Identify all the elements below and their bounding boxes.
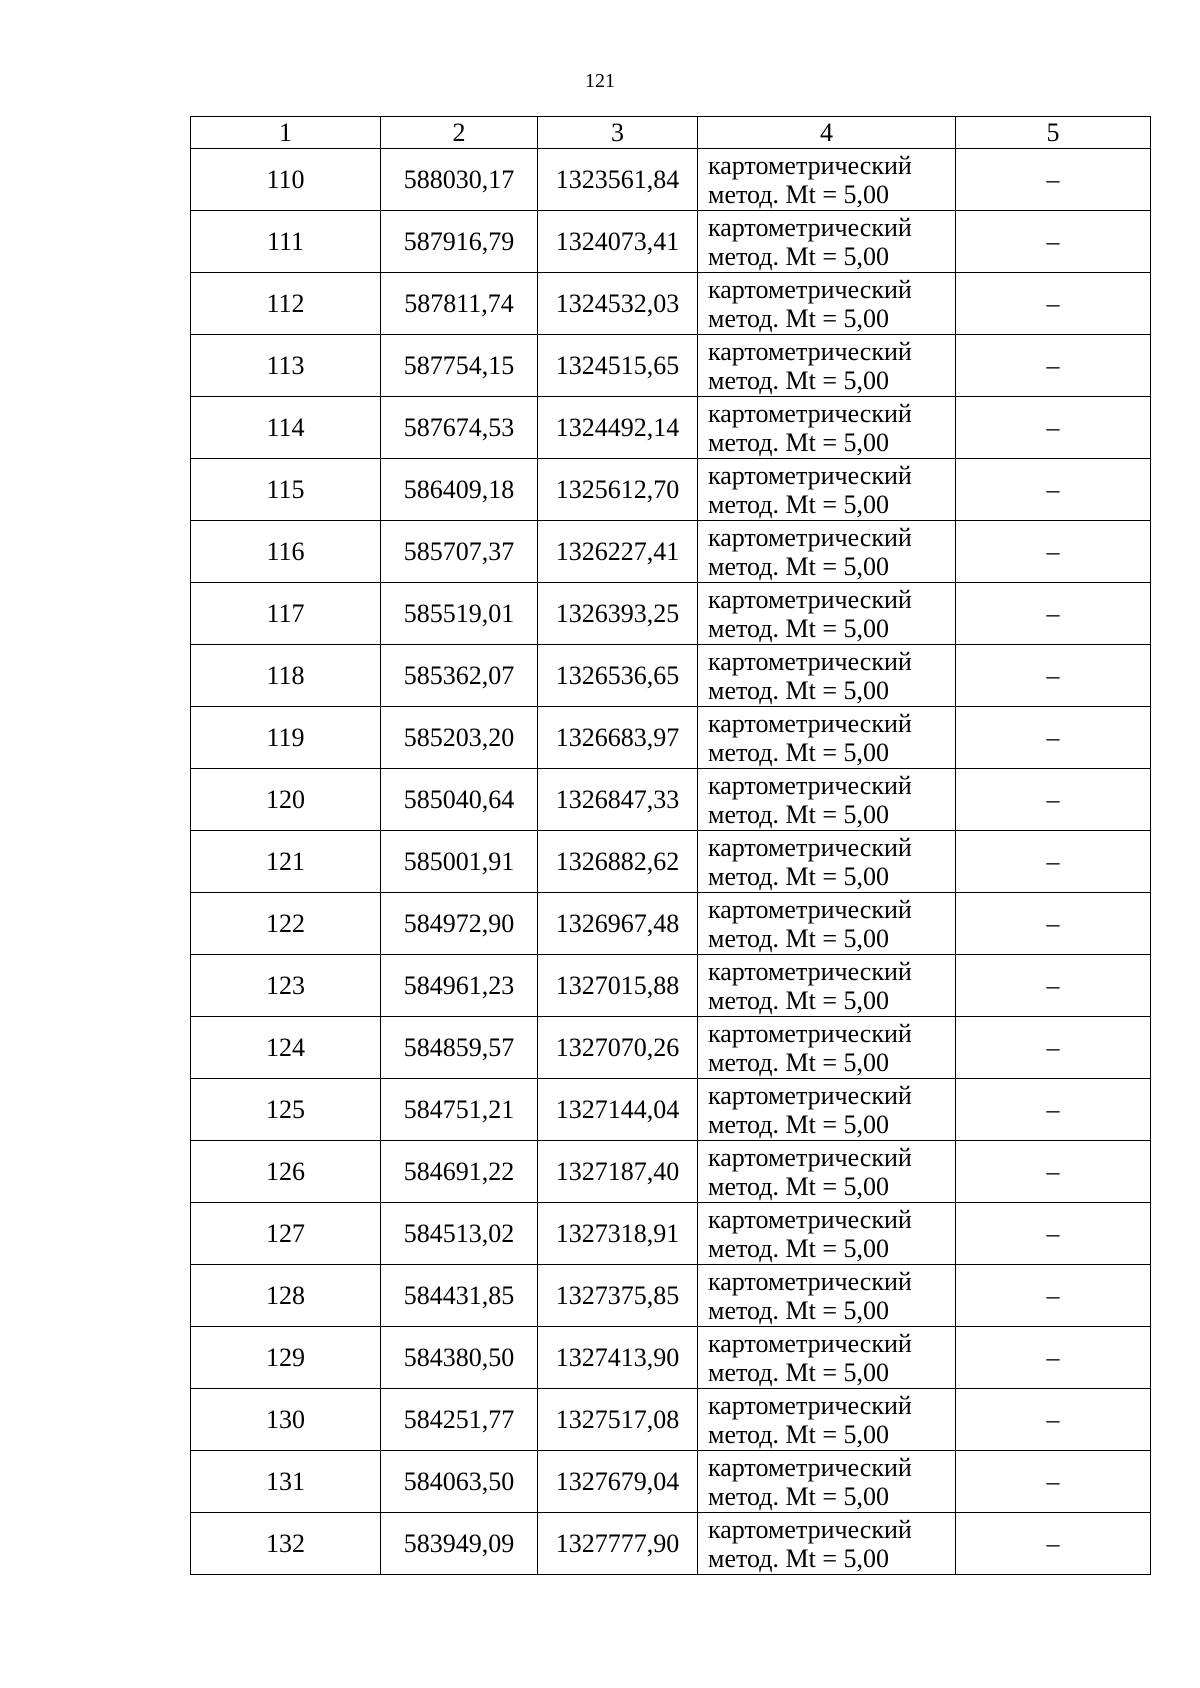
method-cell [698, 1327, 956, 1389]
note-cell: – [956, 893, 1151, 955]
table-row [191, 149, 1151, 211]
y-coordinate-cell: 1324492,14 [538, 397, 698, 459]
y-coordinate-cell: 1324515,65 [538, 335, 698, 397]
point-number-cell: 116 [191, 521, 381, 583]
point-number-cell: 111 [191, 211, 381, 273]
note-cell: – [956, 1141, 1151, 1203]
method-accuracy: метод. Mt = 5,00 [708, 1047, 889, 1077]
method-accuracy: метод. Mt = 5,00 [708, 799, 889, 829]
point-number-cell: 131 [191, 1451, 381, 1513]
note-cell: – [956, 1389, 1151, 1451]
method-name: картометрический [708, 1080, 912, 1110]
point-number-cell: 113 [191, 335, 381, 397]
point-number-cell: 130 [191, 1389, 381, 1451]
table-header [191, 117, 1151, 149]
x-coordinate-cell: 585707,37 [381, 521, 538, 583]
point-number-cell: 115 [191, 459, 381, 521]
table-row [191, 769, 1151, 831]
method-cell [698, 955, 956, 1017]
method-cell [698, 1017, 956, 1079]
note-cell: – [956, 955, 1151, 1017]
point-number-cell: 110 [191, 149, 381, 211]
x-coordinate-cell: 584513,02 [381, 1203, 538, 1265]
method-accuracy: метод. Mt = 5,00 [708, 1295, 889, 1325]
method-cell [698, 149, 956, 211]
y-coordinate-cell: 1323561,84 [538, 149, 698, 211]
table-row [191, 211, 1151, 273]
method-cell [698, 397, 956, 459]
note-cell: – [956, 645, 1151, 707]
method-name: картометрический [708, 1514, 912, 1544]
table-row [191, 1017, 1151, 1079]
y-coordinate-cell: 1327777,90 [538, 1513, 698, 1575]
header-cell-5: 5 [956, 117, 1151, 149]
table-row [191, 1327, 1151, 1389]
note-cell: – [956, 1265, 1151, 1327]
table-row [191, 831, 1151, 893]
point-number-cell: 128 [191, 1265, 381, 1327]
coordinates-table [190, 116, 1151, 1575]
table-row [191, 1389, 1151, 1451]
method-accuracy: метод. Mt = 5,00 [708, 365, 889, 395]
method-name: картометрический [708, 708, 912, 738]
y-coordinate-cell: 1327679,04 [538, 1451, 698, 1513]
method-name: картометрический [708, 1452, 912, 1482]
x-coordinate-cell: 586409,18 [381, 459, 538, 521]
y-coordinate-cell: 1324532,03 [538, 273, 698, 335]
table-row [191, 1513, 1151, 1575]
y-coordinate-cell: 1326227,41 [538, 521, 698, 583]
table-row [191, 1451, 1151, 1513]
method-cell [698, 645, 956, 707]
method-accuracy: метод. Mt = 5,00 [708, 1171, 889, 1201]
method-accuracy: метод. Mt = 5,00 [708, 923, 889, 953]
point-number-cell: 117 [191, 583, 381, 645]
x-coordinate-cell: 584691,22 [381, 1141, 538, 1203]
header-row [191, 117, 1151, 149]
note-cell: – [956, 583, 1151, 645]
y-coordinate-cell: 1327187,40 [538, 1141, 698, 1203]
method-accuracy: метод. Mt = 5,00 [708, 1419, 889, 1449]
x-coordinate-cell: 584961,23 [381, 955, 538, 1017]
table-row [191, 955, 1151, 1017]
note-cell: – [956, 831, 1151, 893]
y-coordinate-cell: 1327375,85 [538, 1265, 698, 1327]
table-row [191, 583, 1151, 645]
method-name: картометрический [708, 646, 912, 676]
method-cell [698, 893, 956, 955]
y-coordinate-cell: 1327015,88 [538, 955, 698, 1017]
point-number-cell: 122 [191, 893, 381, 955]
method-cell [698, 1141, 956, 1203]
point-number-cell: 125 [191, 1079, 381, 1141]
table-row [191, 273, 1151, 335]
method-cell [698, 335, 956, 397]
method-name: картометрический [708, 584, 912, 614]
note-cell: – [956, 707, 1151, 769]
y-coordinate-cell: 1326847,33 [538, 769, 698, 831]
page-number: 121 [585, 70, 615, 92]
method-accuracy: метод. Mt = 5,00 [708, 861, 889, 891]
method-accuracy: метод. Mt = 5,00 [708, 241, 889, 271]
method-accuracy: метод. Mt = 5,00 [708, 489, 889, 519]
header-cell-4: 4 [698, 117, 956, 149]
x-coordinate-cell: 588030,17 [381, 149, 538, 211]
note-cell: – [956, 1079, 1151, 1141]
header-cell-3: 3 [538, 117, 698, 149]
y-coordinate-cell: 1327318,91 [538, 1203, 698, 1265]
point-number-cell: 119 [191, 707, 381, 769]
method-name: картометрический [708, 1142, 912, 1172]
method-name: картометрический [708, 1390, 912, 1420]
table-row [191, 707, 1151, 769]
x-coordinate-cell: 584972,90 [381, 893, 538, 955]
method-cell [698, 273, 956, 335]
note-cell: – [956, 1327, 1151, 1389]
method-name: картометрический [708, 150, 912, 180]
table-body [191, 149, 1151, 1575]
method-cell [698, 1265, 956, 1327]
point-number-cell: 114 [191, 397, 381, 459]
table-row [191, 1203, 1151, 1265]
note-cell: – [956, 1513, 1151, 1575]
table-row [191, 335, 1151, 397]
note-cell: – [956, 211, 1151, 273]
method-cell [698, 521, 956, 583]
method-name: картометрический [708, 770, 912, 800]
method-accuracy: метод. Mt = 5,00 [708, 1481, 889, 1511]
point-number-cell: 124 [191, 1017, 381, 1079]
y-coordinate-cell: 1325612,70 [538, 459, 698, 521]
point-number-cell: 132 [191, 1513, 381, 1575]
method-cell [698, 769, 956, 831]
note-cell: – [956, 273, 1151, 335]
method-name: картометрический [708, 1018, 912, 1048]
table-row [191, 521, 1151, 583]
x-coordinate-cell: 584859,57 [381, 1017, 538, 1079]
method-name: картометрический [708, 1328, 912, 1358]
x-coordinate-cell: 584380,50 [381, 1327, 538, 1389]
method-accuracy: метод. Mt = 5,00 [708, 551, 889, 581]
method-accuracy: метод. Mt = 5,00 [708, 1357, 889, 1387]
method-cell [698, 583, 956, 645]
point-number-cell: 112 [191, 273, 381, 335]
y-coordinate-cell: 1327144,04 [538, 1079, 698, 1141]
point-number-cell: 126 [191, 1141, 381, 1203]
method-accuracy: метод. Mt = 5,00 [708, 303, 889, 333]
x-coordinate-cell: 584251,77 [381, 1389, 538, 1451]
method-name: картометрический [708, 956, 912, 986]
note-cell: – [956, 459, 1151, 521]
header-cell-1: 1 [191, 117, 381, 149]
method-name: картометрический [708, 894, 912, 924]
x-coordinate-cell: 587916,79 [381, 211, 538, 273]
x-coordinate-cell: 585203,20 [381, 707, 538, 769]
point-number-cell: 118 [191, 645, 381, 707]
method-accuracy: метод. Mt = 5,00 [708, 675, 889, 705]
point-number-cell: 121 [191, 831, 381, 893]
method-name: картометрический [708, 336, 912, 366]
method-name: картометрический [708, 1266, 912, 1296]
y-coordinate-cell: 1327413,90 [538, 1327, 698, 1389]
note-cell: – [956, 335, 1151, 397]
method-accuracy: метод. Mt = 5,00 [708, 985, 889, 1015]
method-cell [698, 1389, 956, 1451]
x-coordinate-cell: 585362,07 [381, 645, 538, 707]
method-accuracy: метод. Mt = 5,00 [708, 1109, 889, 1139]
method-name: картометрический [708, 274, 912, 304]
y-coordinate-cell: 1326536,65 [538, 645, 698, 707]
note-cell: – [956, 1451, 1151, 1513]
y-coordinate-cell: 1327070,26 [538, 1017, 698, 1079]
y-coordinate-cell: 1326882,62 [538, 831, 698, 893]
x-coordinate-cell: 587811,74 [381, 273, 538, 335]
table-row [191, 459, 1151, 521]
y-coordinate-cell: 1324073,41 [538, 211, 698, 273]
note-cell: – [956, 1203, 1151, 1265]
point-number-cell: 120 [191, 769, 381, 831]
method-cell [698, 1451, 956, 1513]
note-cell: – [956, 1017, 1151, 1079]
method-cell [698, 211, 956, 273]
y-coordinate-cell: 1327517,08 [538, 1389, 698, 1451]
table-row [191, 645, 1151, 707]
x-coordinate-cell: 584063,50 [381, 1451, 538, 1513]
point-number-cell: 123 [191, 955, 381, 1017]
method-accuracy: метод. Mt = 5,00 [708, 1543, 889, 1573]
x-coordinate-cell: 583949,09 [381, 1513, 538, 1575]
table-row [191, 397, 1151, 459]
note-cell: – [956, 397, 1151, 459]
table-row [191, 1079, 1151, 1141]
method-cell [698, 707, 956, 769]
table-row [191, 1141, 1151, 1203]
method-cell [698, 1203, 956, 1265]
y-coordinate-cell: 1326967,48 [538, 893, 698, 955]
point-number-cell: 127 [191, 1203, 381, 1265]
method-accuracy: метод. Mt = 5,00 [708, 737, 889, 767]
point-number-cell: 129 [191, 1327, 381, 1389]
note-cell: – [956, 769, 1151, 831]
method-name: картометрический [708, 212, 912, 242]
method-name: картометрический [708, 522, 912, 552]
table-row [191, 1265, 1151, 1327]
x-coordinate-cell: 584751,21 [381, 1079, 538, 1141]
method-cell [698, 1513, 956, 1575]
method-cell [698, 459, 956, 521]
method-cell [698, 1079, 956, 1141]
method-name: картометрический [708, 832, 912, 862]
method-accuracy: метод. Mt = 5,00 [708, 1233, 889, 1263]
table-row [191, 893, 1151, 955]
method-name: картометрический [708, 398, 912, 428]
x-coordinate-cell: 587674,53 [381, 397, 538, 459]
header-cell-2: 2 [381, 117, 538, 149]
method-accuracy: метод. Mt = 5,00 [708, 427, 889, 457]
x-coordinate-cell: 587754,15 [381, 335, 538, 397]
x-coordinate-cell: 585519,01 [381, 583, 538, 645]
x-coordinate-cell: 584431,85 [381, 1265, 538, 1327]
method-accuracy: метод. Mt = 5,00 [708, 613, 889, 643]
method-name: картометрический [708, 460, 912, 490]
method-accuracy: метод. Mt = 5,00 [708, 179, 889, 209]
method-name: картометрический [708, 1204, 912, 1234]
x-coordinate-cell: 585040,64 [381, 769, 538, 831]
y-coordinate-cell: 1326683,97 [538, 707, 698, 769]
note-cell: – [956, 149, 1151, 211]
y-coordinate-cell: 1326393,25 [538, 583, 698, 645]
method-cell [698, 831, 956, 893]
note-cell: – [956, 521, 1151, 583]
x-coordinate-cell: 585001,91 [381, 831, 538, 893]
